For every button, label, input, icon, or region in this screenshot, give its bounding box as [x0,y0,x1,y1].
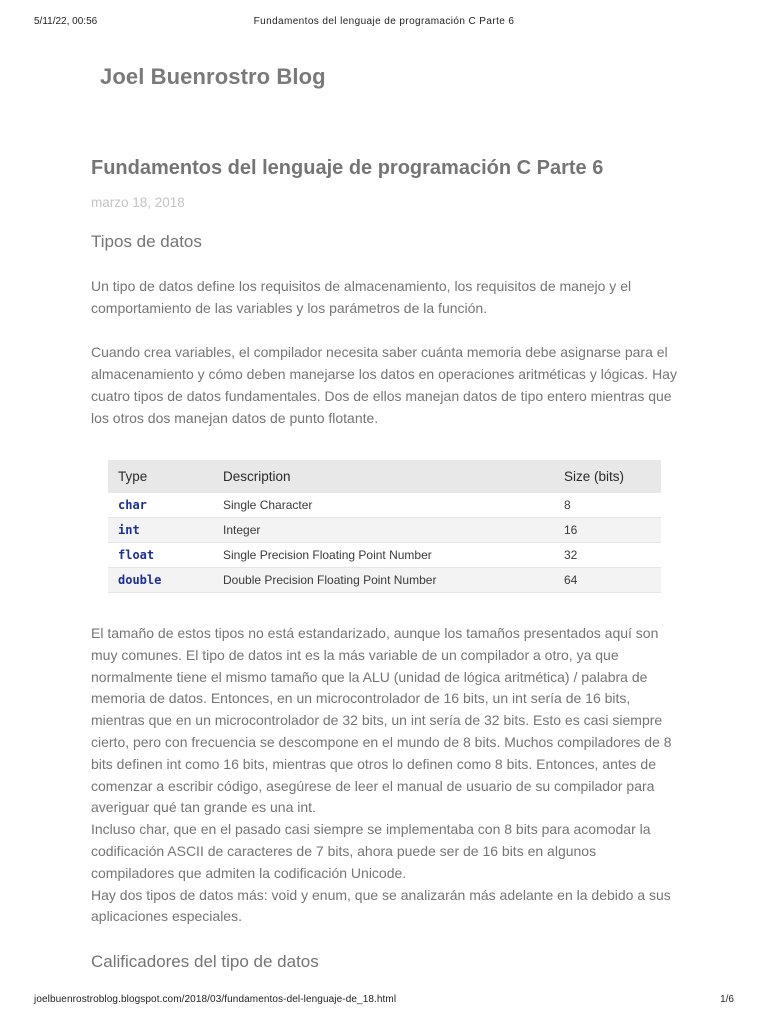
post-body-lower [91,623,681,972]
blog-title[interactable]: Joel Buenrostro Blog [100,64,326,89]
table-row [108,493,661,518]
table-cell-size: 8 [554,493,661,518]
paragraph-char: Incluso char, que en el pasado casi siempre se implementaba con 8 bits para acomodar la codificación ASCII de caracteres de 7 bits, ahora puede ser de 16 bits en algunos compiladores que admiten la codificación Unicode. [91,821,651,881]
print-header [34,16,734,30]
paragraph-size: El tamaño de estos tipos no está estandarizado, aunque los tamaños presentados aquí son muy comunes. El tipo de datos int es la más variable de un compilador a otro, ya que normalmente tiene el mismo tamaño que la ALU (unidad de lógica aritmética) / palabra de memoria de datos. Entonces, en un microcontrolador de 16 bits, un int sería de 16 bits, mientras que en un microcontrolador de 32 bits, un int sería de 32 bits. Esto es casi siempre cierto, pero con frecuencia se descompone en el mundo de 8 bits. Muchos compiladores de 8 bits definen int como 16 bits, mientras que otros lo definen como 8 bits. Entonces, antes de comenzar a escribir código, asegúrese de leer el manual de usuario de su compilador para averiguar qué tan grande es una int. [91,625,672,816]
data-types-table [108,460,661,593]
paragraph-void-enum: Hay dos tipos de datos más: void y enum, que se analizarán más adelante en la debido a sus aplicaciones especiales. [91,886,671,925]
table-cell-size: 32 [554,543,661,568]
post-date[interactable]: marzo 18, 2018 [91,195,185,210]
table-cell-size: 16 [554,518,661,543]
post-body [91,150,681,429]
print-doc-title: Fundamentos del lenguaje de programación C Parte 6 [253,16,515,27]
print-url: joelbuenrostroblog.blogspot.com/2018/03/fundamentos-del-lenguaje-de_18.html [34,994,397,1005]
table-cell-size: 64 [554,568,661,593]
section-heading-calificadores: Calificadores del tipo de datos [91,952,319,972]
section-heading-tipos: Tipos de datos [91,232,202,251]
print-page-number: 1/6 [720,994,734,1005]
table-header-description: Description [213,460,554,493]
table-header-size: Size (bits) [554,460,661,493]
table-cell-type: int [108,518,213,543]
table-cell-description: Single Character [213,493,554,518]
table-header-row [108,460,661,493]
table-cell-type: double [108,568,213,593]
table-cell-description: Single Precision Floating Point Number [213,543,554,568]
table-cell-description: Double Precision Floating Point Number [213,568,554,593]
table-cell-type: float [108,543,213,568]
paragraph-intro: Un tipo de datos define los requisitos de almacenamiento, los requisitos de manejo y el comportamiento de las variables y los parámetros de la función. [91,278,632,316]
post-title[interactable]: Fundamentos del lenguaje de programación C Parte 6 [91,157,604,179]
table-row [108,543,661,568]
table-cell-description: Integer [213,518,554,543]
table-header-type: Type [108,460,213,493]
paragraph-variables: Cuando crea variables, el compilador necesita saber cuánta memoria debe asignarse para el almacenamiento y cómo deben manejarse los datos en operaciones aritméticas y lógicas. Hay cuatro tipos de datos fundamentales. Dos de ellos manejan datos de tipo entero mientras que los otros dos manejan datos de punto flotante. [91,344,677,426]
table-cell-type: char [108,493,213,518]
print-datetime: 5/11/22, 00:56 [34,16,98,27]
print-footer [34,994,734,1008]
table-row [108,568,661,593]
table-row [108,518,661,543]
